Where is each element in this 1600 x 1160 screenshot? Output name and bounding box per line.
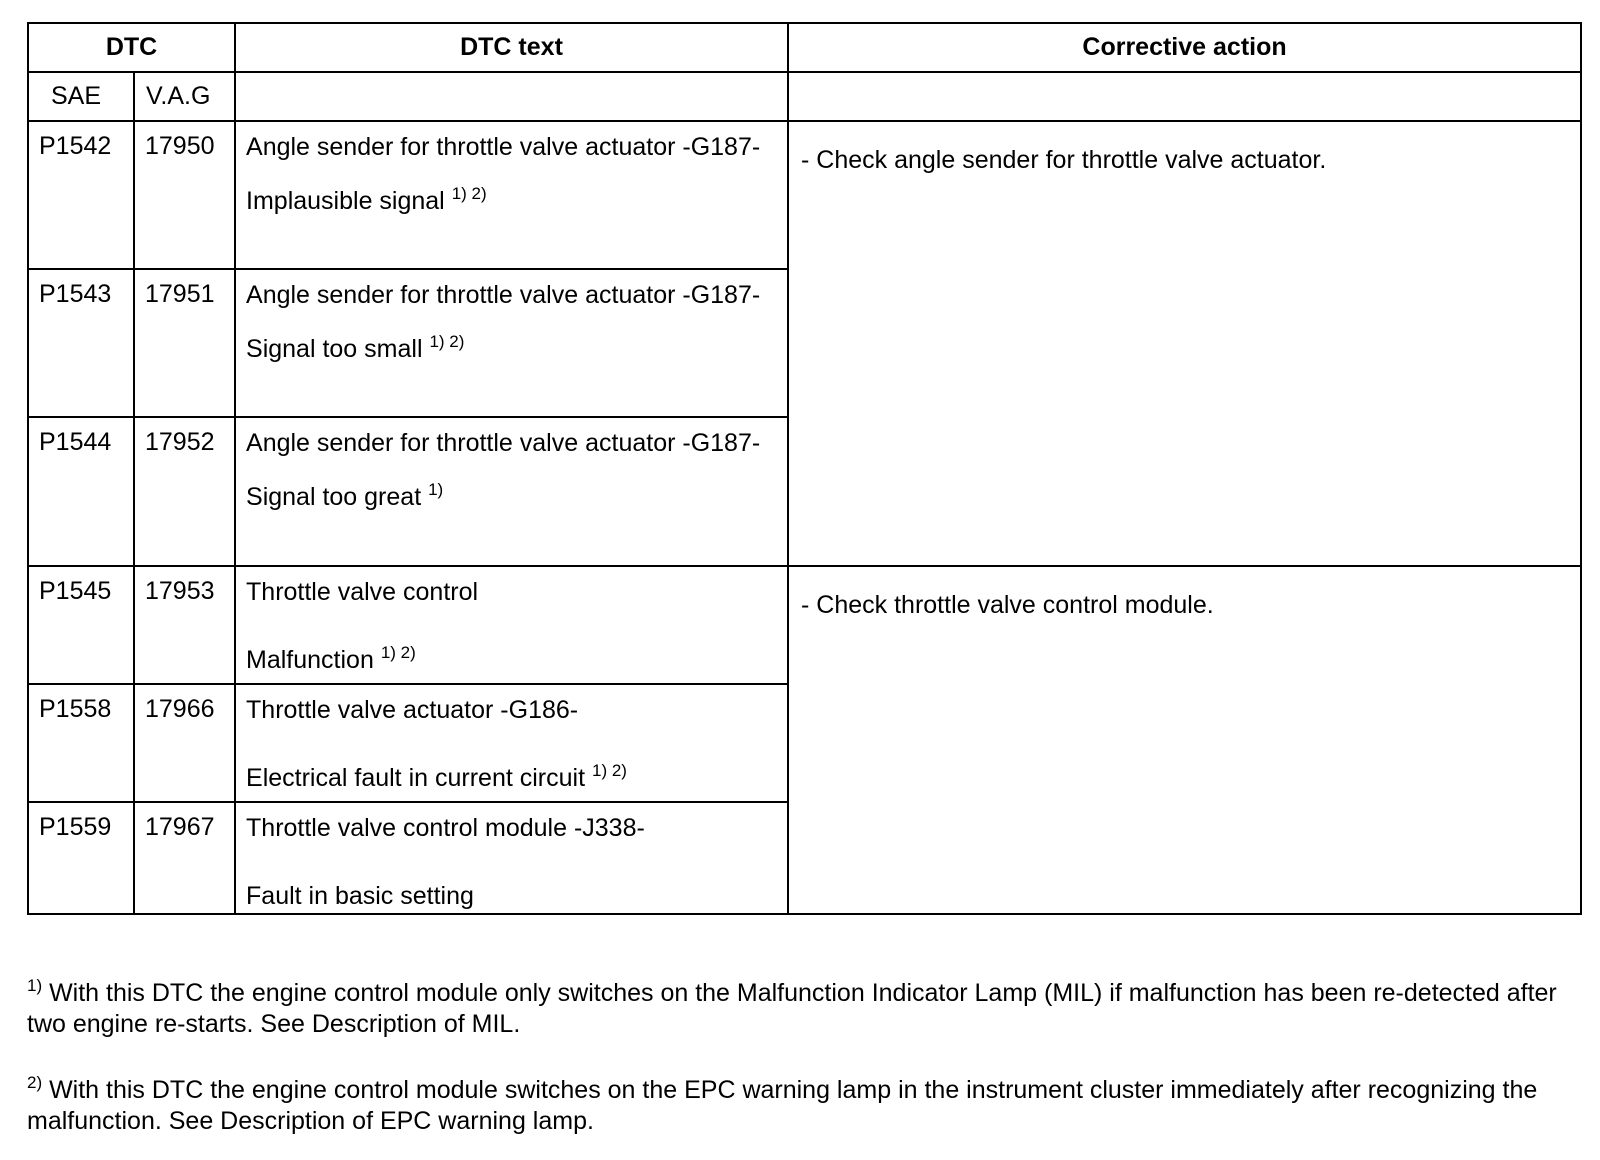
footnote-marker: 2) (27, 1073, 43, 1092)
header-dtc: DTC (28, 23, 235, 72)
vag-code: 17950 (134, 121, 235, 269)
header-row (28, 23, 1581, 72)
footnote-text: With this DTC the engine control module only switches on the Malfunction Indicator Lamp (MIL) if malfunction has been re-detected after two engine re-starts. See Description of MIL. (27, 979, 1557, 1038)
dtc-detail (246, 645, 777, 675)
dtc-description (235, 566, 788, 684)
dtc-title: Angle sender for throttle valve actuator -G187- (246, 429, 761, 457)
subheader-row (28, 72, 1581, 121)
dtc-detail-text: Malfunction (246, 646, 374, 674)
footnote-ref: 1) 2) (380, 643, 416, 662)
header-dtc-text: DTC text (235, 23, 788, 72)
vag-code: 17966 (134, 684, 235, 802)
dtc-detail-text: Electrical fault in current circuit (246, 764, 586, 792)
dtc-detail (246, 482, 777, 512)
dtc-detail (246, 334, 777, 364)
vag-code: 17953 (134, 566, 235, 684)
dtc-title: Throttle valve control (246, 578, 479, 606)
sae-code: P1542 (28, 121, 134, 269)
sae-code: P1544 (28, 417, 134, 566)
sae-code: P1559 (28, 802, 134, 914)
vag-code: 17952 (134, 417, 235, 566)
header-sae: SAE (28, 72, 134, 121)
dtc-detail-text: Implausible signal (246, 187, 445, 215)
dtc-detail (246, 881, 777, 911)
dtc-detail-text: Signal too great (246, 483, 422, 511)
vag-code: 17951 (134, 269, 235, 417)
dtc-description (235, 121, 788, 269)
dtc-detail-text: Signal too small (246, 335, 423, 363)
dtc-description (235, 684, 788, 802)
dtc-title: Throttle valve control module -J338- (246, 814, 645, 842)
corrective-action-cell (788, 121, 1581, 566)
dtc-description (235, 417, 788, 566)
header-vag: V.A.G (134, 72, 235, 121)
dtc-detail (246, 186, 777, 216)
dtc-title: Angle sender for throttle valve actuator -G187- (246, 133, 761, 161)
corrective-action-text: - Check angle sender for throttle valve actuator. (801, 146, 1327, 174)
sae-code: P1545 (28, 566, 134, 684)
dtc-table (27, 22, 1582, 915)
sae-code: P1543 (28, 269, 134, 417)
footnote-ref: 1) 2) (591, 761, 627, 780)
corrective-action-text: - Check throttle valve control module. (801, 591, 1214, 619)
table-row (28, 566, 1581, 684)
vag-code: 17967 (134, 802, 235, 914)
footnote (27, 1075, 1572, 1137)
sae-code: P1558 (28, 684, 134, 802)
subheader-empty-text (235, 72, 788, 121)
footnote-text: With this DTC the engine control module switches on the EPC warning lamp in the instrument cluster immediately after recognizing the malfunction. See Description of EPC warning lamp. (27, 1076, 1538, 1135)
dtc-description (235, 802, 788, 914)
footnote-marker: 1) (27, 976, 43, 995)
footnote-ref: 1) 2) (429, 332, 465, 351)
subheader-empty-action (788, 72, 1581, 121)
dtc-title: Angle sender for throttle valve actuator -G187- (246, 281, 761, 309)
footnote-ref: 1) (428, 480, 444, 499)
footnote (27, 978, 1572, 1040)
dtc-detail (246, 763, 777, 793)
corrective-action-cell (788, 566, 1581, 914)
dtc-description (235, 269, 788, 417)
table-row (28, 121, 1581, 269)
header-corrective-action: Corrective action (788, 23, 1581, 72)
dtc-title: Throttle valve actuator -G186- (246, 696, 579, 724)
dtc-detail-text: Fault in basic setting (246, 882, 474, 910)
footnote-ref: 1) 2) (451, 184, 487, 203)
